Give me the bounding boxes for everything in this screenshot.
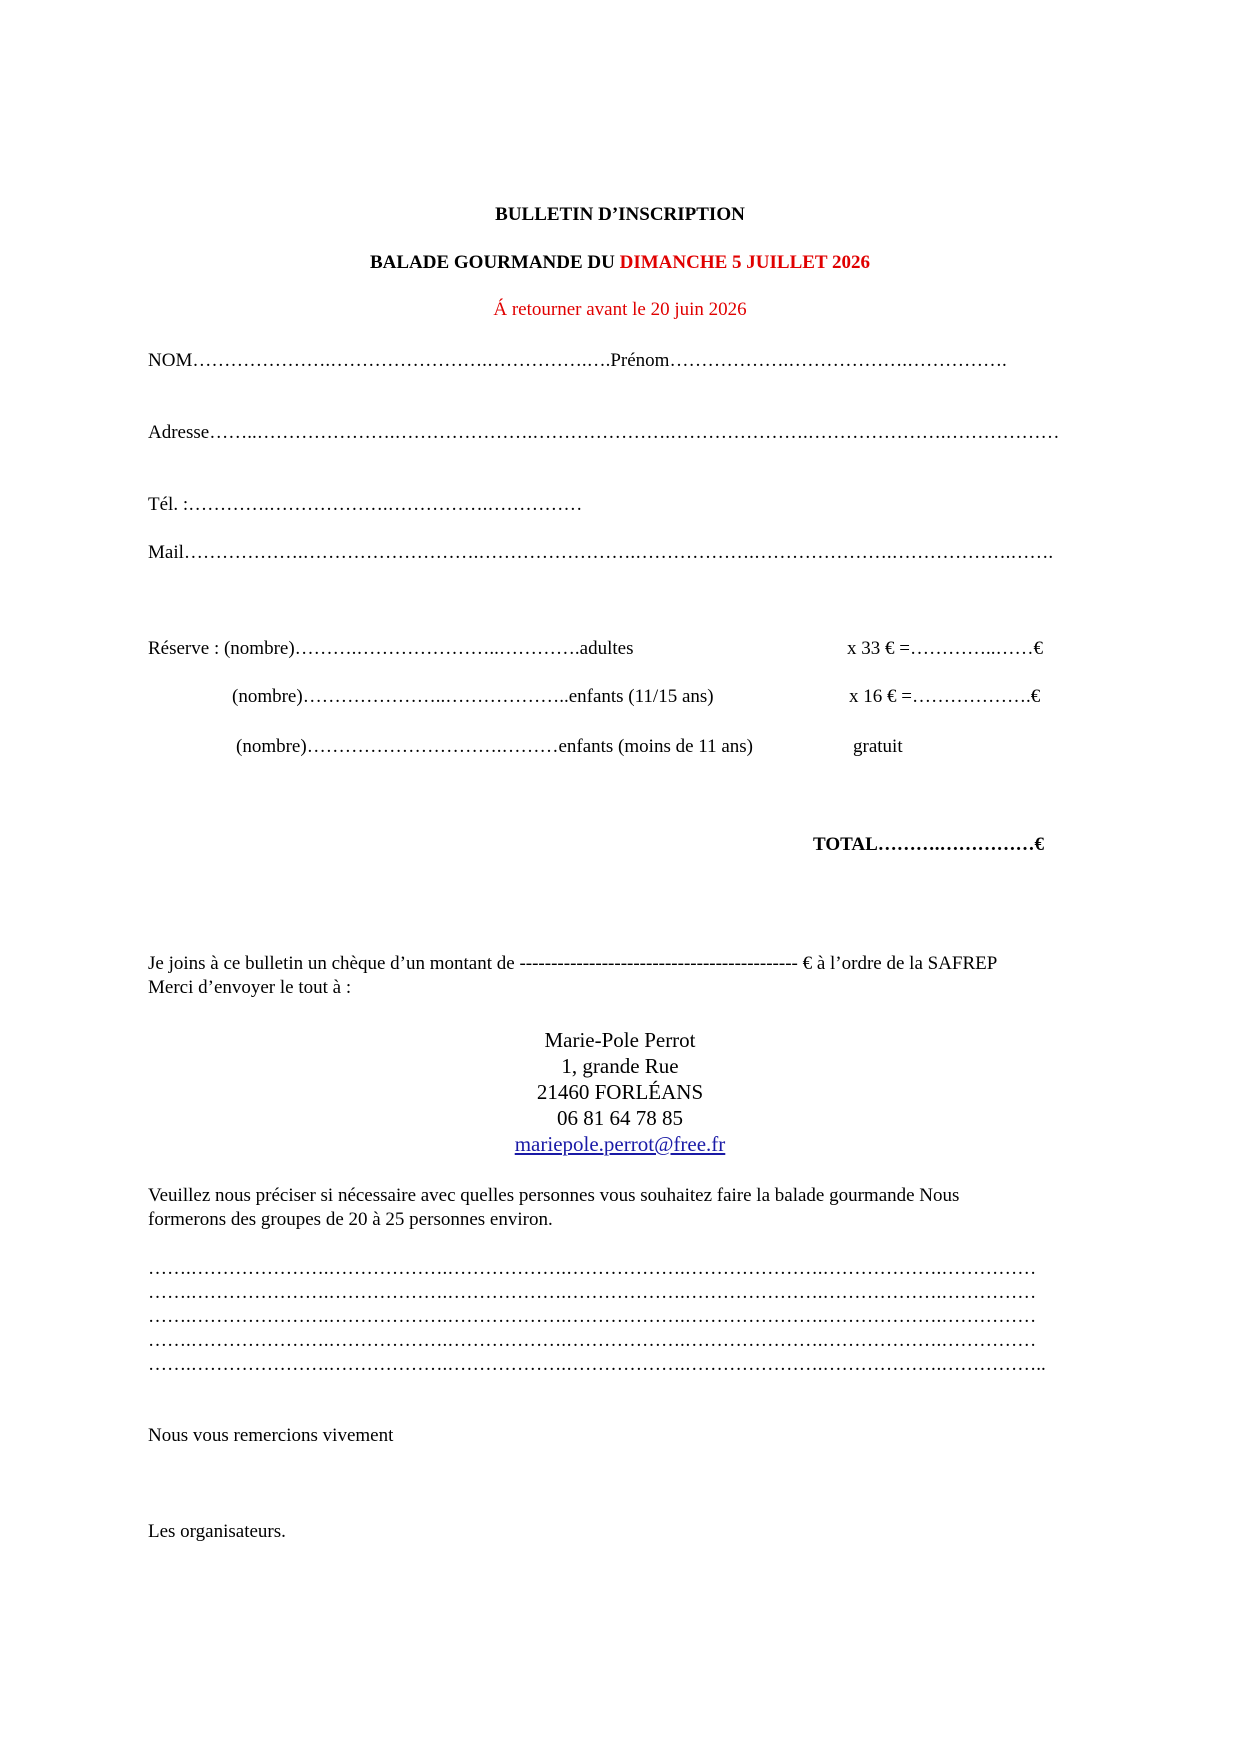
- event-subtitle: [0, 251, 1240, 275]
- adresse-field: Adresse……..………………….………………….………………….………………….………………….………………: [148, 422, 1060, 443]
- reserve-adults: Réserve : (nombre)……….…………………..………….adultes: [148, 638, 634, 659]
- address-phone: 06 81 64 78 85: [557, 1106, 683, 1130]
- groups-dotted-line: …….………………….……………….……………….……………….………………….……………….……………..: [148, 1354, 1046, 1375]
- nom-prenom-field: NOM………………….…………………….…………….….Prénom……………….……………….…………….: [148, 350, 1007, 371]
- address-name: Marie-Pole Perrot: [544, 1028, 696, 1052]
- address-street: 1, grande Rue: [561, 1054, 679, 1078]
- address-email-row: [0, 1131, 1240, 1157]
- email-link[interactable]: mariepole.perrot@free.fr: [514, 1132, 726, 1156]
- adults-price: x 33 € =…………..……€: [847, 638, 1043, 659]
- groups-dotted-line: …….………………….……………….……………….……………….………………….……………….……………: [148, 1258, 1037, 1279]
- groups-dotted-line: …….………………….……………….……………….……………….………………….……………….……………: [148, 1282, 1037, 1303]
- event-date: DIMANCHE 5 JUILLET 2026: [619, 252, 871, 273]
- groups-text-line1: Veuillez nous préciser si nécessaire avec quelles personnes vous souhaitez faire la balade gourmande Nous: [148, 1185, 960, 1206]
- signature-text: Les organisateurs.: [148, 1521, 286, 1542]
- form-title: BULLETIN D’INSCRIPTION: [495, 204, 745, 225]
- groups-dotted-line: …….………………….……………….……………….……………….………………….……………….……………: [148, 1330, 1037, 1351]
- total-field: TOTAL……….……………€: [813, 834, 1045, 855]
- event-subtitle-prefix: BALADE GOURMANDE DU: [369, 252, 620, 273]
- groups-text-line2: formerons des groupes de 20 à 25 personnes environ.: [148, 1209, 553, 1230]
- thanks-text: Nous vous remercions vivement: [148, 1425, 394, 1446]
- children-price: x 16 € =……………….€: [849, 686, 1041, 707]
- send-to-line: Merci d’envoyer le tout à :: [148, 977, 352, 998]
- return-deadline: Á retourner avant le 20 juin 2026: [493, 299, 747, 320]
- mail-field: Mail……………….……………………….…………………….……………….………………….……………….…….: [148, 542, 1054, 563]
- address-city: 21460 FORLÉANS: [536, 1080, 704, 1104]
- reserve-children: (nombre)…………………..………………..enfants (11/15 ans): [232, 686, 714, 707]
- small-children-price: gratuit: [853, 736, 903, 757]
- cheque-line: Je joins à ce bulletin un chèque d’un montant de -------------------------------------------- € à l’ordre de la SAFREP: [148, 953, 998, 974]
- groups-dotted-line: …….………………….……………….……………….……………….………………….……………….……………: [148, 1306, 1037, 1327]
- reserve-small-children: (nombre)………………………….………enfants (moins de 11 ans): [236, 736, 753, 757]
- tel-field: Tél. :………….……………….…………….……………: [148, 494, 583, 515]
